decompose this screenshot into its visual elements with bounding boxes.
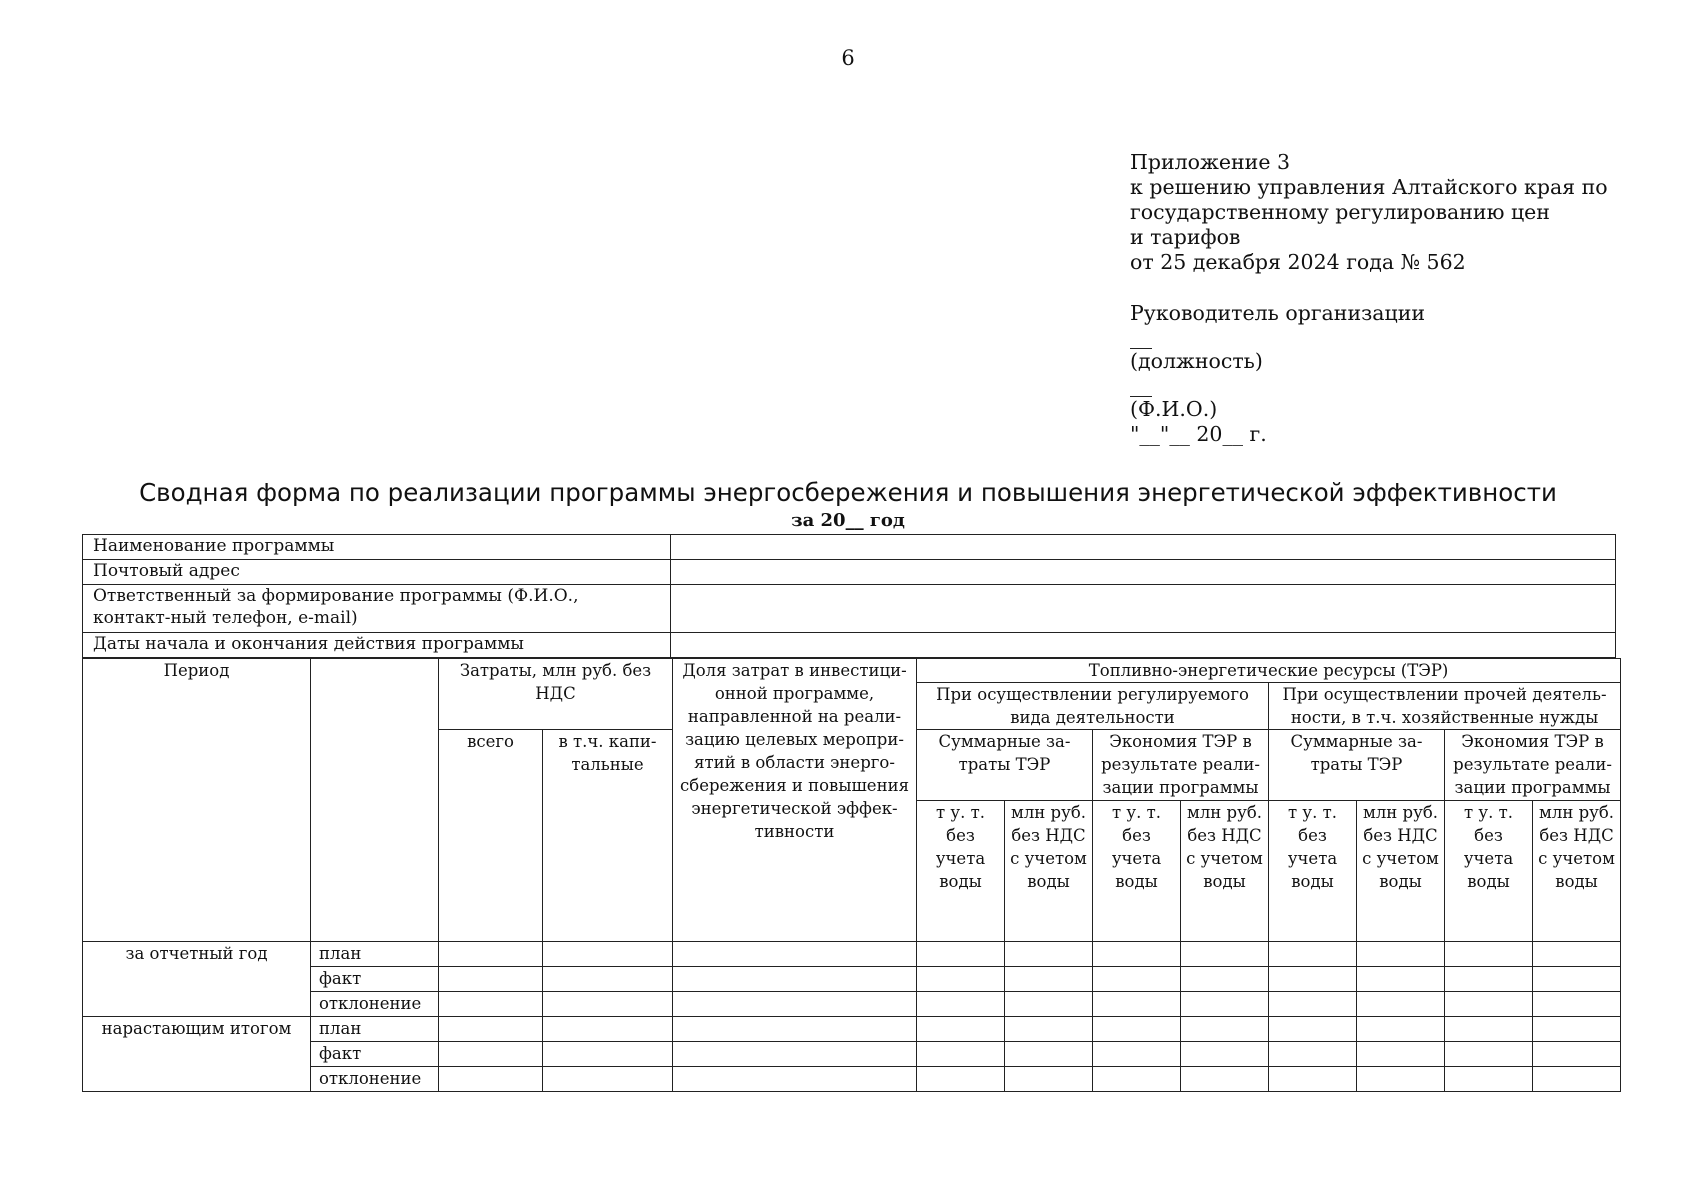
unit-rub-header: млн руб. без НДС с учетом воды — [1533, 801, 1621, 942]
data-cell[interactable] — [1005, 992, 1093, 1017]
data-cell[interactable] — [439, 1067, 543, 1092]
data-cell[interactable] — [1533, 942, 1621, 967]
data-cell[interactable] — [1445, 967, 1533, 992]
data-cell[interactable] — [1093, 967, 1181, 992]
data-cell[interactable] — [917, 942, 1005, 967]
data-cell[interactable] — [1005, 1042, 1093, 1067]
regulated-header: При осуществлении регулируемого вида деятельности — [917, 683, 1269, 730]
data-cell[interactable] — [1357, 967, 1445, 992]
name-blank-line — [1130, 380, 1152, 397]
data-cell[interactable] — [673, 1067, 917, 1092]
data-cell[interactable] — [543, 942, 673, 967]
sum-costs-header: Суммарные за-траты ТЭР — [917, 730, 1093, 801]
data-cell[interactable] — [1181, 1017, 1269, 1042]
table-row — [83, 942, 1621, 967]
data-cell[interactable] — [1269, 992, 1357, 1017]
data-cell[interactable] — [673, 967, 917, 992]
data-cell[interactable] — [1533, 992, 1621, 1017]
data-cell[interactable] — [543, 1067, 673, 1092]
responsible-field[interactable] — [671, 585, 1616, 633]
data-cell[interactable] — [1445, 1017, 1533, 1042]
row-type-header — [311, 659, 439, 942]
program-info-table — [82, 534, 1616, 658]
data-cell[interactable] — [673, 1017, 917, 1042]
row-label-plan: план — [311, 1017, 439, 1042]
unit-tut-header: т у. т. без учета воды — [1093, 801, 1181, 942]
data-cell[interactable] — [543, 1042, 673, 1067]
costs-total-header: всего — [439, 730, 543, 942]
data-cell[interactable] — [1005, 1067, 1093, 1092]
data-cell[interactable] — [1445, 992, 1533, 1017]
share-header: Доля затрат в инвестици-онной программе, направленной на реали-зацию целевых меропри-ятий в области энерго-сбережения и повышения энергетической эффек-тивности — [673, 659, 917, 942]
dates-label: Даты начала и окончания действия программы — [83, 633, 671, 658]
data-cell[interactable] — [1445, 1042, 1533, 1067]
data-cell[interactable] — [1093, 1017, 1181, 1042]
appendix-line: Приложение 3 — [1130, 150, 1291, 174]
data-cell[interactable] — [1269, 1067, 1357, 1092]
table-row — [83, 1067, 1621, 1092]
economy-header: Экономия ТЭР в результате реали-зации программы — [1445, 730, 1621, 801]
table-row — [83, 992, 1621, 1017]
period-header: Период — [83, 659, 311, 942]
data-cell[interactable] — [1269, 1017, 1357, 1042]
responsible-label: Ответственный за формирование программы (Ф.И.О., контакт-ный телефон, e-mail) — [83, 585, 671, 633]
row-label-plan: план — [311, 942, 439, 967]
ter-header: Топливно-энергетические ресурсы (ТЭР) — [917, 659, 1621, 683]
appendix-line: и тарифов — [1130, 225, 1241, 249]
unit-tut-header: т у. т. без учета воды — [917, 801, 1005, 942]
name-caption: (Ф.И.О.) — [1130, 397, 1218, 421]
data-cell[interactable] — [543, 992, 673, 1017]
date-line: "__"__ 20__ г. — [1130, 422, 1267, 446]
unit-tut-header: т у. т. без учета воды — [1269, 801, 1357, 942]
other-activity-header: При осуществлении прочей деятель-ности, в т.ч. хозяйственные нужды — [1269, 683, 1621, 730]
unit-tut-header: т у. т. без учета воды — [1445, 801, 1533, 942]
data-cell[interactable] — [543, 967, 673, 992]
data-cell[interactable] — [1269, 942, 1357, 967]
data-cell[interactable] — [1181, 1067, 1269, 1092]
form-title: Сводная форма по реализации программы энергосбережения и повышения энергетической эффективности — [139, 478, 1557, 507]
data-cell[interactable] — [917, 967, 1005, 992]
data-cell[interactable] — [1181, 992, 1269, 1017]
data-cell[interactable] — [1533, 1017, 1621, 1042]
position-blank-line — [1130, 332, 1152, 349]
data-cell[interactable] — [917, 992, 1005, 1017]
head-label: Руководитель организации — [1130, 301, 1426, 325]
table-row — [83, 1042, 1621, 1067]
data-cell[interactable] — [439, 942, 543, 967]
data-cell[interactable] — [1445, 1067, 1533, 1092]
table-row — [83, 1017, 1621, 1042]
data-cell[interactable] — [1357, 1017, 1445, 1042]
data-cell[interactable] — [1181, 1042, 1269, 1067]
data-cell[interactable] — [1357, 1067, 1445, 1092]
data-cell[interactable] — [1093, 1042, 1181, 1067]
costs-header: Затраты, млн руб. без НДС — [439, 659, 673, 730]
costs-capital-header: в т.ч. капи-тальные — [543, 730, 673, 942]
data-cell[interactable] — [673, 1042, 917, 1067]
data-cell[interactable] — [1181, 967, 1269, 992]
data-cell[interactable] — [1445, 942, 1533, 967]
postal-address-label: Почтовый адрес — [83, 560, 671, 585]
data-cell[interactable] — [1533, 967, 1621, 992]
appendix-block — [1130, 150, 1650, 447]
data-cell[interactable] — [673, 992, 917, 1017]
program-name-label: Наименование программы — [83, 535, 671, 560]
data-cell[interactable] — [1093, 942, 1181, 967]
data-cell[interactable] — [1357, 1042, 1445, 1067]
economy-header: Экономия ТЭР в результате реали-зации программы — [1093, 730, 1269, 801]
data-cell[interactable] — [1533, 1042, 1621, 1067]
energy-saving-table — [82, 658, 1621, 1092]
dates-field[interactable] — [671, 633, 1616, 658]
data-cell[interactable] — [439, 967, 543, 992]
data-cell[interactable] — [1357, 942, 1445, 967]
data-cell[interactable] — [1181, 942, 1269, 967]
row-label-fact: факт — [311, 1042, 439, 1067]
data-cell[interactable] — [439, 1042, 543, 1067]
data-cell[interactable] — [1533, 1067, 1621, 1092]
appendix-line: от 25 декабря 2024 года № 562 — [1130, 250, 1466, 274]
unit-rub-header: млн руб. без НДС с учетом воды — [1005, 801, 1093, 942]
page-number: 6 — [841, 46, 855, 70]
row-label-fact: факт — [311, 967, 439, 992]
data-cell[interactable] — [1093, 992, 1181, 1017]
data-cell[interactable] — [439, 992, 543, 1017]
data-cell[interactable] — [1005, 967, 1093, 992]
data-cell[interactable] — [917, 1042, 1005, 1067]
postal-address-field[interactable] — [671, 560, 1616, 585]
group-report-year: за отчетный год — [83, 942, 311, 1017]
data-cell[interactable] — [439, 1017, 543, 1042]
group-cumulative: нарастающим итогом — [83, 1017, 311, 1092]
appendix-line: к решению управления Алтайского края по — [1130, 175, 1608, 199]
table-row — [83, 967, 1621, 992]
data-cell[interactable] — [1005, 1017, 1093, 1042]
program-name-field[interactable] — [671, 535, 1616, 560]
data-cell[interactable] — [673, 942, 917, 967]
data-cell[interactable] — [917, 1067, 1005, 1092]
data-cell[interactable] — [917, 1017, 1005, 1042]
form-subtitle: за 20__ год — [791, 510, 905, 531]
sum-costs-header: Суммарные за-траты ТЭР — [1269, 730, 1445, 801]
data-cell[interactable] — [1269, 967, 1357, 992]
unit-rub-header: млн руб. без НДС с учетом воды — [1181, 801, 1269, 942]
data-cell[interactable] — [543, 1017, 673, 1042]
data-cell[interactable] — [1093, 1067, 1181, 1092]
data-cell[interactable] — [1269, 1042, 1357, 1067]
row-label-deviation: отклонение — [311, 992, 439, 1017]
data-cell[interactable] — [1005, 942, 1093, 967]
data-cell[interactable] — [1357, 992, 1445, 1017]
unit-rub-header: млн руб. без НДС с учетом воды — [1357, 801, 1445, 942]
position-caption: (должность) — [1130, 349, 1263, 373]
row-label-deviation: отклонение — [311, 1067, 439, 1092]
appendix-line: государственному регулированию цен — [1130, 200, 1550, 224]
